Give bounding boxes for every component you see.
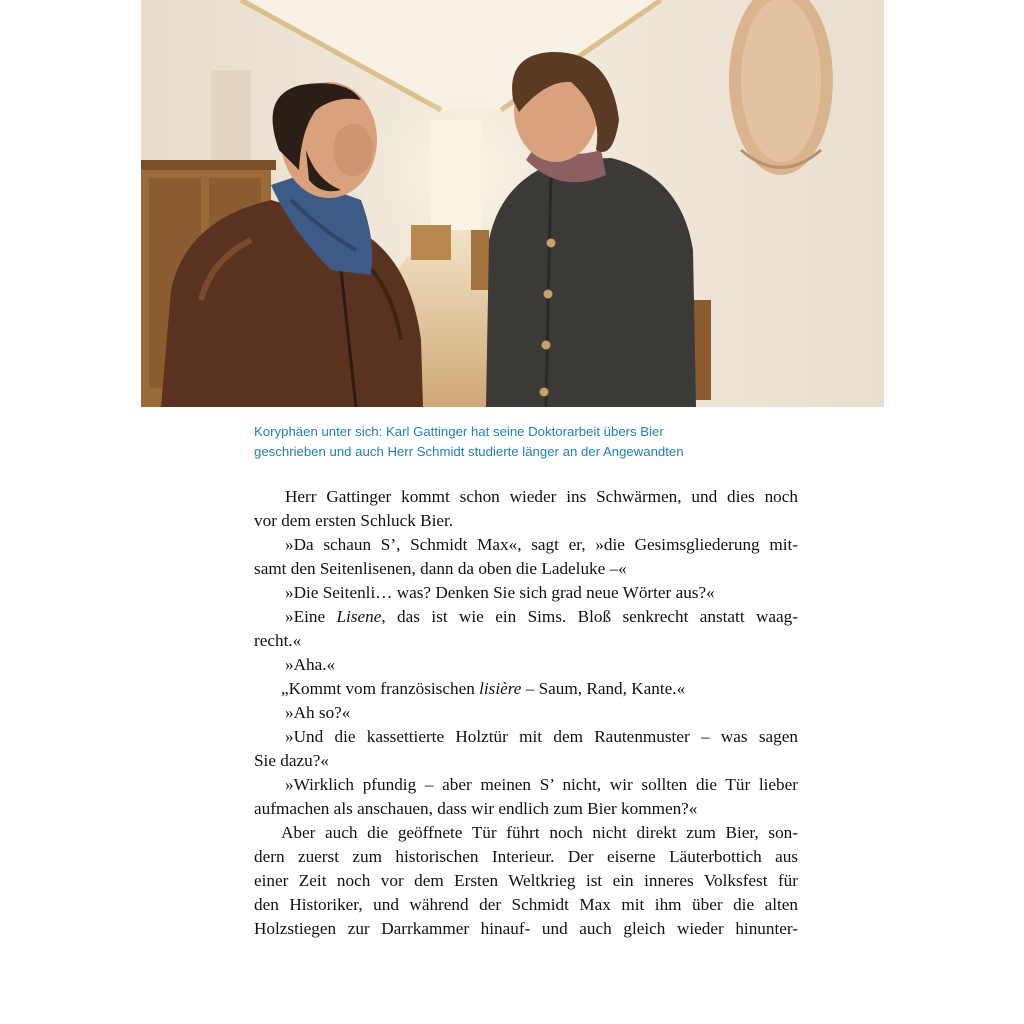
text-line: einer Zeit noch vor dem Ersten Weltkrieg ist ein inneres Volksfest für — [254, 871, 798, 890]
text-line: »Die Seitenli… was? Denken Sie sich grad neue Wörter aus?« — [285, 583, 715, 602]
text-line: aufmachen als anschauen, dass wir endlich zum Bier kommen?« — [254, 799, 698, 818]
text-line: den Historiker, und während der Schmidt Max mit ihm über die alten — [254, 895, 798, 914]
text-line: samt den Seitenlisenen, dann da oben die Ladeluke –« — [254, 559, 627, 578]
text-line: »Da schaun S’, Schmidt Max«, sagt er, »die Gesimsgliederung mit- — [285, 535, 798, 554]
text-line: Aber auch die geöffnete Tür führt noch nicht direkt zum Bier, son- — [281, 823, 798, 842]
text-line — [254, 605, 798, 629]
italic-term: Lisene — [336, 607, 382, 626]
body-text — [254, 485, 798, 941]
text-line: vor dem ersten Schluck Bier. — [254, 511, 454, 530]
photo-caption — [254, 422, 814, 461]
text-line: »Wirklich pfundig – aber meinen S’ nicht, wir sollten die Tür lieber — [285, 775, 798, 794]
text-line: Herr Gattinger kommt schon wieder ins Schwärmen, und dies noch — [285, 487, 798, 506]
text-line: Holzstiegen zur Darrkammer hinauf- und auch gleich wieder hinunter- — [254, 919, 798, 938]
text-line: recht.« — [254, 631, 302, 650]
caption-line: geschrieben und auch Herr Schmidt studierte länger an der Angewandten — [254, 443, 684, 459]
text-span: – Saum, Rand, Kante.« — [521, 679, 686, 698]
photo — [141, 0, 884, 407]
text-line: »Und die kassettierte Holztür mit dem Rautenmuster – was sagen — [285, 727, 798, 746]
text-line: dern zuerst zum historischen Interieur. Der eiserne Läuterbottich aus — [254, 847, 798, 866]
text-span: »Eine — [285, 607, 337, 626]
text-line: »Aha.« — [285, 655, 336, 674]
text-line — [254, 677, 798, 701]
text-line: »Ah so?« — [285, 703, 351, 722]
text-span: „Kommt vom französischen — [281, 679, 480, 698]
text-line: Sie dazu?« — [254, 751, 329, 770]
text-span: , das ist wie ein Sims. Bloß senkrecht anstatt waag- — [381, 607, 798, 626]
photo-two-men-in-corridor-icon — [141, 0, 884, 407]
caption-line: Koryphäen unter sich: Karl Gattinger hat seine Doktorarbeit übers Bier — [254, 424, 664, 439]
italic-term: lisière — [479, 679, 522, 698]
